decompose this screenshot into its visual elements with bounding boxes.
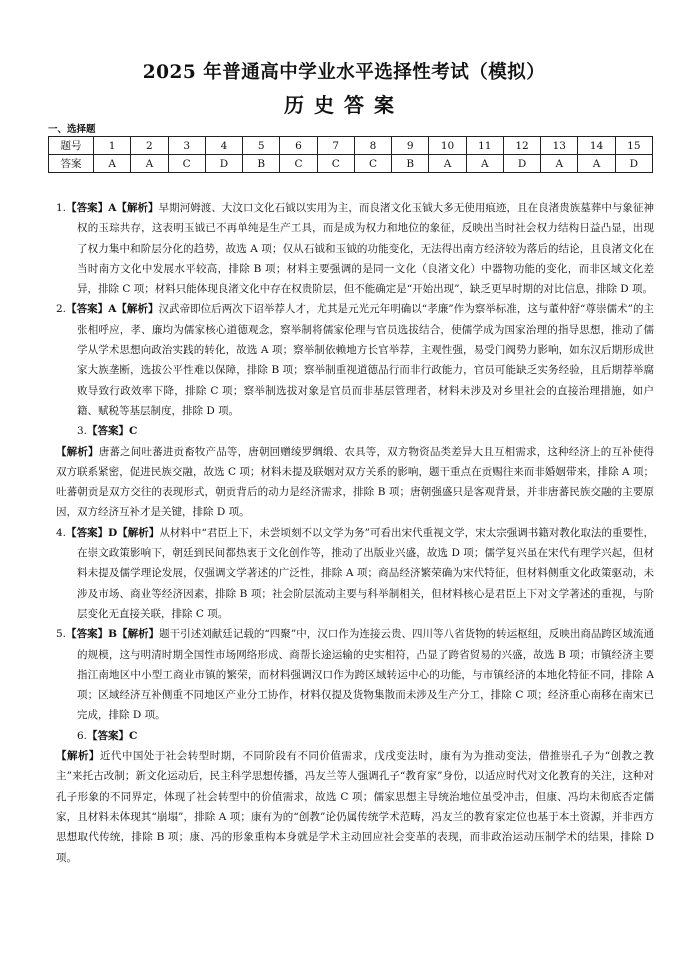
question-number-cell: 4 [205, 137, 242, 155]
answer-cell: C [168, 155, 205, 173]
question-number-cell: 1 [94, 137, 131, 155]
question-number-cell: 6 [280, 137, 317, 155]
analysis-tag: 【解析】 [116, 202, 159, 214]
answer-cell: B [243, 155, 280, 173]
exam-subtitle: 历史答案 [284, 93, 404, 117]
item-number: 3. [77, 425, 88, 438]
explanation-item-1 [56, 198, 654, 299]
item-number: 6. [77, 729, 88, 742]
analysis-tag: 【解析】 [56, 750, 100, 763]
analysis-tag: 【解析】 [116, 303, 159, 316]
row-label-question-number: 题号 [49, 137, 94, 155]
answer-tag: 【答案】B [66, 628, 118, 641]
item-number: 4. [56, 526, 67, 539]
item-number: 1. [56, 202, 67, 214]
explanation-text: 题干引述刘献廷记载的“四聚”中，汉口作为连接云贵、四川等八省货物的转运枢纽，反映出商品跨区域流通的规模，这与明清时期全国性市场网络形成、商帮长途运输的史实相符，凸显了跨省贸易的兴盛，故选 B 项；市镇经济主要指江南地区中小型工商业市镇的繁荣，而材料强调汉口作为跨区域转运中心的功能，与市镇经济的本地化特征不同，排除 A 项；区域经济互补侧重不同地区产业分工协作，材料仅提及货物集散而未涉及生产分工，排除 C 项；经济重心南移在南宋已完成，排除 D 项。 [77, 628, 655, 722]
explanation-text: 近代中国处于社会转型时期，不同阶段有不同价值需求，戊戌变法时，康有为为推动变法，借推崇孔子为“创教之教主”来托古改制；新文化运动后，民主科学思想传播，冯友兰等人强调孔子“教育家”身份，以适应时代对文化教育的关注，这种对孔子形象的不同界定，体现了社会转型中的价值需求，故选 C 项；儒家思想主导统治地位虽受冲击，但康、冯均未彻底否定儒家，且材料未体现其“崩塌”，排除 A 项；康有为的“创教”论仍属传统学术范畴，冯友兰的教育家定位也基于本土资源，并非西方思想取代传统，排除 B 项；康、冯的形象重构本身就是学术主动回应社会变革的表现，而非政治运动压制学术的结果，排除 D 项。 [56, 750, 654, 864]
explanation-item-4 [56, 523, 654, 624]
explanation-text: 汉武帝即位后两次下诏举荐人才，尤其是元光元年明确以“孝廉”作为察举标准，这与董仲舒“尊崇儒术”的主张相呼应，孝、廉均为儒家核心道德观念，察举制将儒家伦理与官员选拔结合，使儒学成为国家治理的指导思想，推动了儒学从学术思想向政治实践的转化，故选 A 项；察举制依赖地方长官举荐，主观性强，易受门阀势力影响，如东汉后期形成世家大族垄断，选拔公平性难以保障，排除 B 项；察举制重视道德品行而非行政能力，官员可能缺乏实务经验，且后期荐举腐败导致行政效率下降，排除 C 项；察举制选拔对象是官员而非基层管理者，材料未涉及对乡里社会的直接治理措施，如户籍、赋税等基层制度，排除 D 项。 [77, 303, 654, 417]
answer-tag: 【答案】C [87, 425, 138, 438]
answer-tag: 【答案】D [66, 526, 118, 539]
answer-cell: A [94, 155, 131, 173]
question-number-cell: 2 [131, 137, 168, 155]
question-number-cell: 11 [466, 137, 503, 155]
explanation-item-5 [56, 624, 654, 725]
question-number-row [49, 137, 653, 155]
answer-tag: 【答案】A [66, 202, 117, 214]
answer-cell: B [392, 155, 429, 173]
question-number-cell: 3 [168, 137, 205, 155]
answer-cell: C [354, 155, 391, 173]
answer-cell: D [205, 155, 242, 173]
item-number: 5. [56, 628, 67, 641]
explanation-text: 早期河姆渡、大汶口文化石钺以实用为主，而良渚文化玉钺大多无使用痕迹，且在良渚贵族墓葬中与象征神权的玉琮共存，这表明玉钺已不再单纯是生产工具，而是成为权力和地位的象征，反映出当时社会权力结构日益凸显，出现了权力集中和阶层分化的趋势，故选 A 项；仅从石钺和玉钺的功能变化，无法得出南方经济较为落后的结论，且良渚文化在当时南方文化中发展水平较高，排除 B 项；材料主要强调的是同一文化（良渚文化）中器物功能的变化，而非区域文化差异，排除 C 项；材料只能体现良渚文化中存在权贵阶层，但不能确定是“开始出现”，缺乏更早时期的对比信息，排除 D 项。 [77, 202, 655, 296]
analysis-tag: 【解析】 [117, 526, 160, 539]
question-number-cell: 7 [317, 137, 354, 155]
explanation-text: 从材料中“君臣上下，未尝顷刻不以文学为务”可看出宋代重视文学，宋太宗强调书籍对教化取法的重要性，在崇文政策影响下，朝廷到民间都热衷于文化创作等，推动了出版业兴盛，故选 D 项；儒学复兴虽在宋代有理学兴起，但材料未提及儒学理论发展，仅强调文学著述的广泛性，排除 A 项；商品经济繁荣确为宋代特征，但材料侧重文化政策驱动，未涉及市场、商业等经济因素，排除 B 项；社会阶层流动主要与科举制相关，但材料核心是君臣上下对文学著述的重视，与阶层变化无直接关联，排除 C 项。 [77, 526, 655, 620]
answer-cell: D [503, 155, 540, 173]
question-number-cell: 13 [541, 137, 578, 155]
answer-table [48, 136, 653, 173]
question-number-cell: 15 [615, 137, 652, 155]
analysis-tag: 【解析】 [56, 445, 99, 458]
exam-title: 2025 年普通高中学业水平选择性考试（模拟） [142, 62, 546, 83]
answer-cell: A [131, 155, 168, 173]
answer-cell: A [578, 155, 615, 173]
answer-cell: D [615, 155, 652, 173]
explanation-item-3 [56, 421, 654, 522]
answer-cell: A [429, 155, 466, 173]
answer-cell: C [280, 155, 317, 173]
question-number-cell: 14 [578, 137, 615, 155]
answer-cell: A [541, 155, 578, 173]
item-number: 2. [56, 303, 67, 316]
explanation-item-6 [56, 726, 654, 868]
question-number-cell: 10 [429, 137, 466, 155]
row-label-answer: 答案 [49, 155, 94, 173]
explanation-text: 唐蕃之间吐蕃进贡畜牧产品等，唐朝回赠绫罗绸缎、农具等，双方物资品类差异大且互相需求，这种经济上的互补使得双方联系紧密，促进民族交融，故选 C 项；材料未提及联姻对双方关系的影响，题干重点在贡赐往来而非婚姻带来，排除 A 项；吐蕃朝贡是双方交往的表现形式，朝贡背后的动力是经济需求，排除 B 项；唐朝强盛只是客观背景，并非唐蕃民族交融的主要原因，双方经济互补才是关键，排除 D 项。 [56, 445, 655, 519]
analysis-tag: 【解析】 [117, 628, 160, 641]
answer-tag: 【答案】C [87, 729, 138, 742]
answer-tag: 【答案】A [66, 303, 117, 316]
section-heading: 一、选择题 [48, 124, 96, 135]
question-number-cell: 12 [503, 137, 540, 155]
answer-row [49, 155, 653, 173]
explanations [56, 198, 654, 868]
explanation-item-2 [56, 299, 654, 421]
question-number-cell: 9 [392, 137, 429, 155]
question-number-cell: 5 [243, 137, 280, 155]
answer-cell: C [317, 155, 354, 173]
question-number-cell: 8 [354, 137, 391, 155]
answer-cell: A [466, 155, 503, 173]
